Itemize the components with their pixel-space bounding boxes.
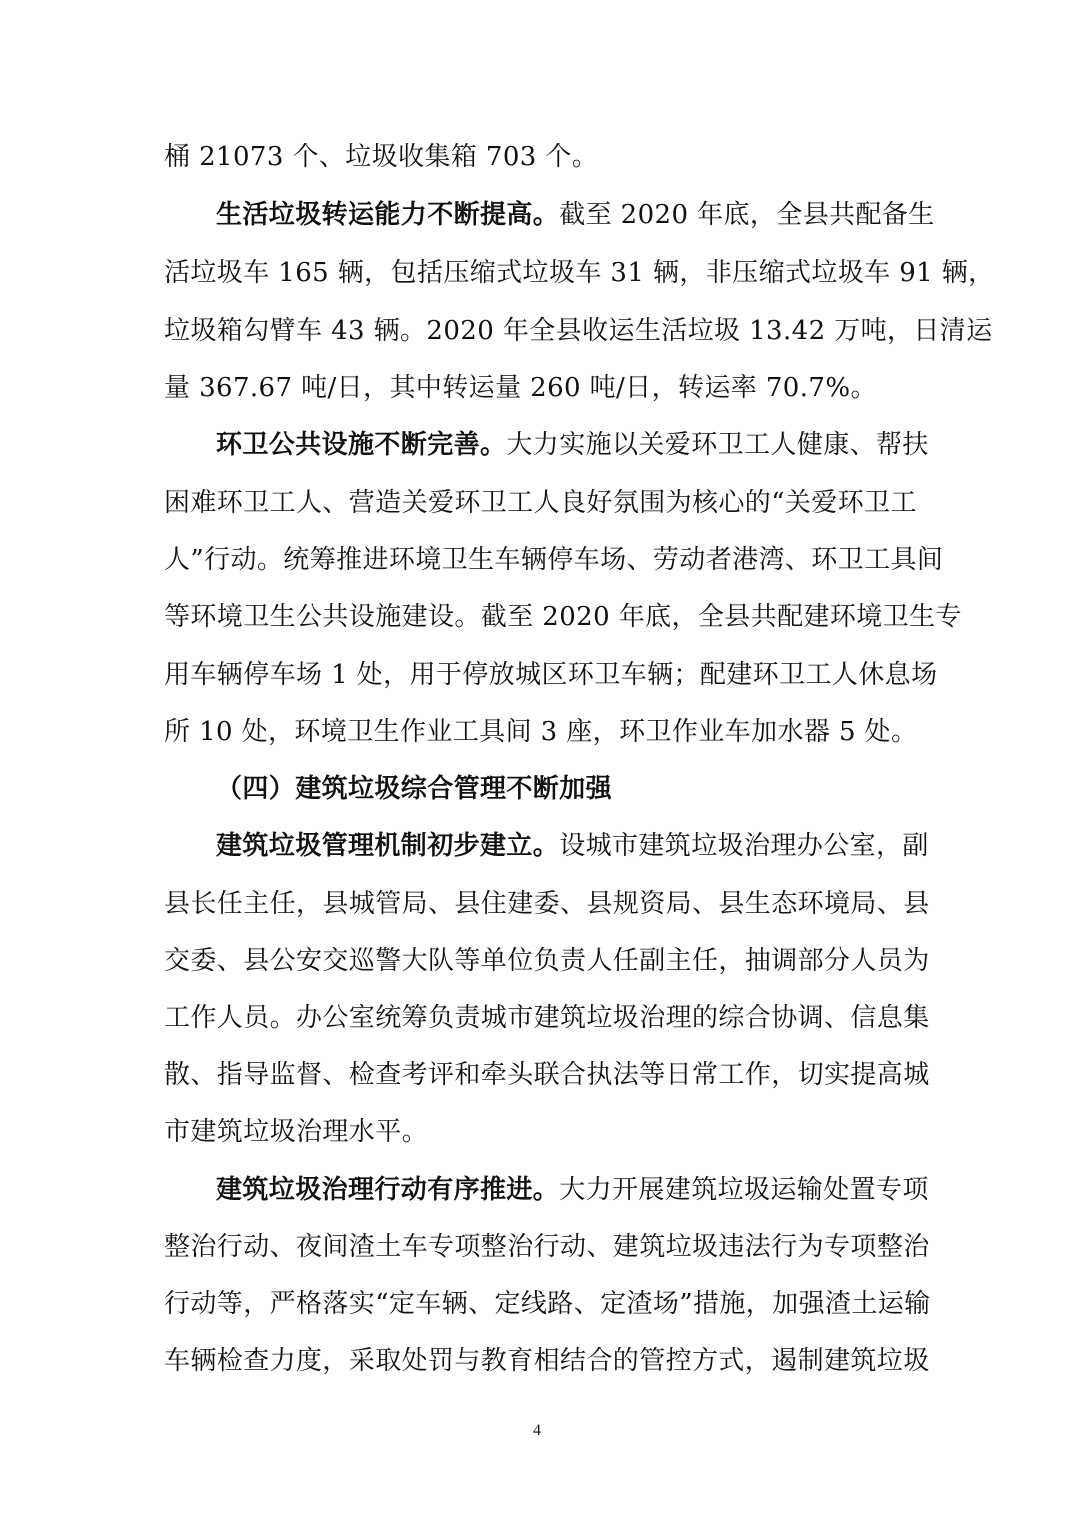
line-text: 大力开展建筑垃圾运输处置专项 xyxy=(559,1175,929,1205)
paragraph-lead: 建筑垃圾治理行动有序推进。 xyxy=(216,1175,560,1205)
line-text: 散、指导监督、检查考评和牵头联合执法等日常工作，切实提高城 xyxy=(164,1060,930,1090)
body-line xyxy=(164,597,962,637)
line-text: 设城市建筑垃圾治理办公室，副 xyxy=(559,831,929,861)
body-line xyxy=(164,655,938,695)
body-line xyxy=(164,1112,896,1152)
body-line xyxy=(164,1055,930,1095)
body-line xyxy=(164,253,995,293)
body-line xyxy=(164,941,930,981)
line-text: 大力实施以关爱环卫工人健康、帮扶 xyxy=(506,430,929,460)
line-text: 县长任主任，县城管局、县住建委、县规资局、县生态环境局、县 xyxy=(164,889,930,919)
paragraph-first-line xyxy=(216,195,935,235)
paragraph-first-line xyxy=(216,826,929,866)
line-text: 截至 2020 年底，全县共配备生 xyxy=(559,200,935,230)
page-number: 4 xyxy=(533,1422,541,1439)
body-line xyxy=(164,712,918,752)
paragraph-lead: 建筑垃圾管理机制初步建立。 xyxy=(216,831,560,861)
paragraph-first-line xyxy=(216,1170,929,1210)
paragraph-first-line xyxy=(216,425,929,465)
section-heading: （四）建筑垃圾综合管理不断加强 xyxy=(216,774,613,804)
line-text: 量 367.67 吨/日，其中转运量 260 吨/日，转运率 70.7%。 xyxy=(164,373,877,403)
body-line xyxy=(164,998,930,1038)
line-text: 交委、县公安交巡警大队等单位负责人任副主任，抽调部分人员为 xyxy=(164,946,930,976)
line-text: 桶 21073 个、垃圾收集箱 703 个。 xyxy=(164,142,599,172)
line-text: 行动等，严格落实“定车辆、定线路、定渣场”措施，加强渣土运输 xyxy=(164,1289,931,1319)
body-line xyxy=(164,311,993,351)
line-text: 市建筑垃圾治理水平。 xyxy=(164,1117,429,1147)
line-text: 用车辆停车场 1 处，用于停放城区环卫车辆；配建环卫工人休息场 xyxy=(164,660,938,690)
line-text: 所 10 处，环境卫生作业工具间 3 座，环卫作业车加水器 5 处。 xyxy=(164,717,918,747)
paragraph-lead: 环卫公共设施不断完善。 xyxy=(216,430,507,460)
paragraph-lead: 生活垃圾转运能力不断提高。 xyxy=(216,200,560,230)
line-text: 整治行动、夜间渣土车专项整治行动、建筑垃圾违法行为专项整治 xyxy=(164,1232,930,1262)
body-line xyxy=(164,368,896,408)
body-line xyxy=(164,884,930,924)
line-text: 工作人员。办公室统筹负责城市建筑垃圾治理的综合协调、信息集 xyxy=(164,1003,930,1033)
line-text: 车辆检查力度，采取处罚与教育相结合的管控方式，遏制建筑垃圾 xyxy=(164,1346,930,1376)
line-text: 等环境卫生公共设施建设。截至 2020 年底，全县共配建环境卫生专 xyxy=(164,602,962,632)
line-text: 困难环卫工人、营造关爱环卫工人良好氛围为核心的“关爱环卫工 xyxy=(164,488,917,518)
body-line xyxy=(164,483,917,523)
line-text: 活垃圾车 165 辆，包括压缩式垃圾车 31 辆，非压缩式垃圾车 91 辆， xyxy=(164,258,995,288)
body-line xyxy=(164,1284,931,1324)
body-line xyxy=(164,1227,930,1267)
body-line xyxy=(164,1341,930,1381)
body-line xyxy=(164,540,944,580)
body-line xyxy=(164,137,896,177)
line-text: 垃圾箱勾臂车 43 辆。2020 年全县收运生活垃圾 13.42 万吨，日清运 xyxy=(164,316,993,346)
line-text: 人”行动。统筹推进环境卫生车辆停车场、劳动者港湾、环卫工具间 xyxy=(164,545,944,575)
